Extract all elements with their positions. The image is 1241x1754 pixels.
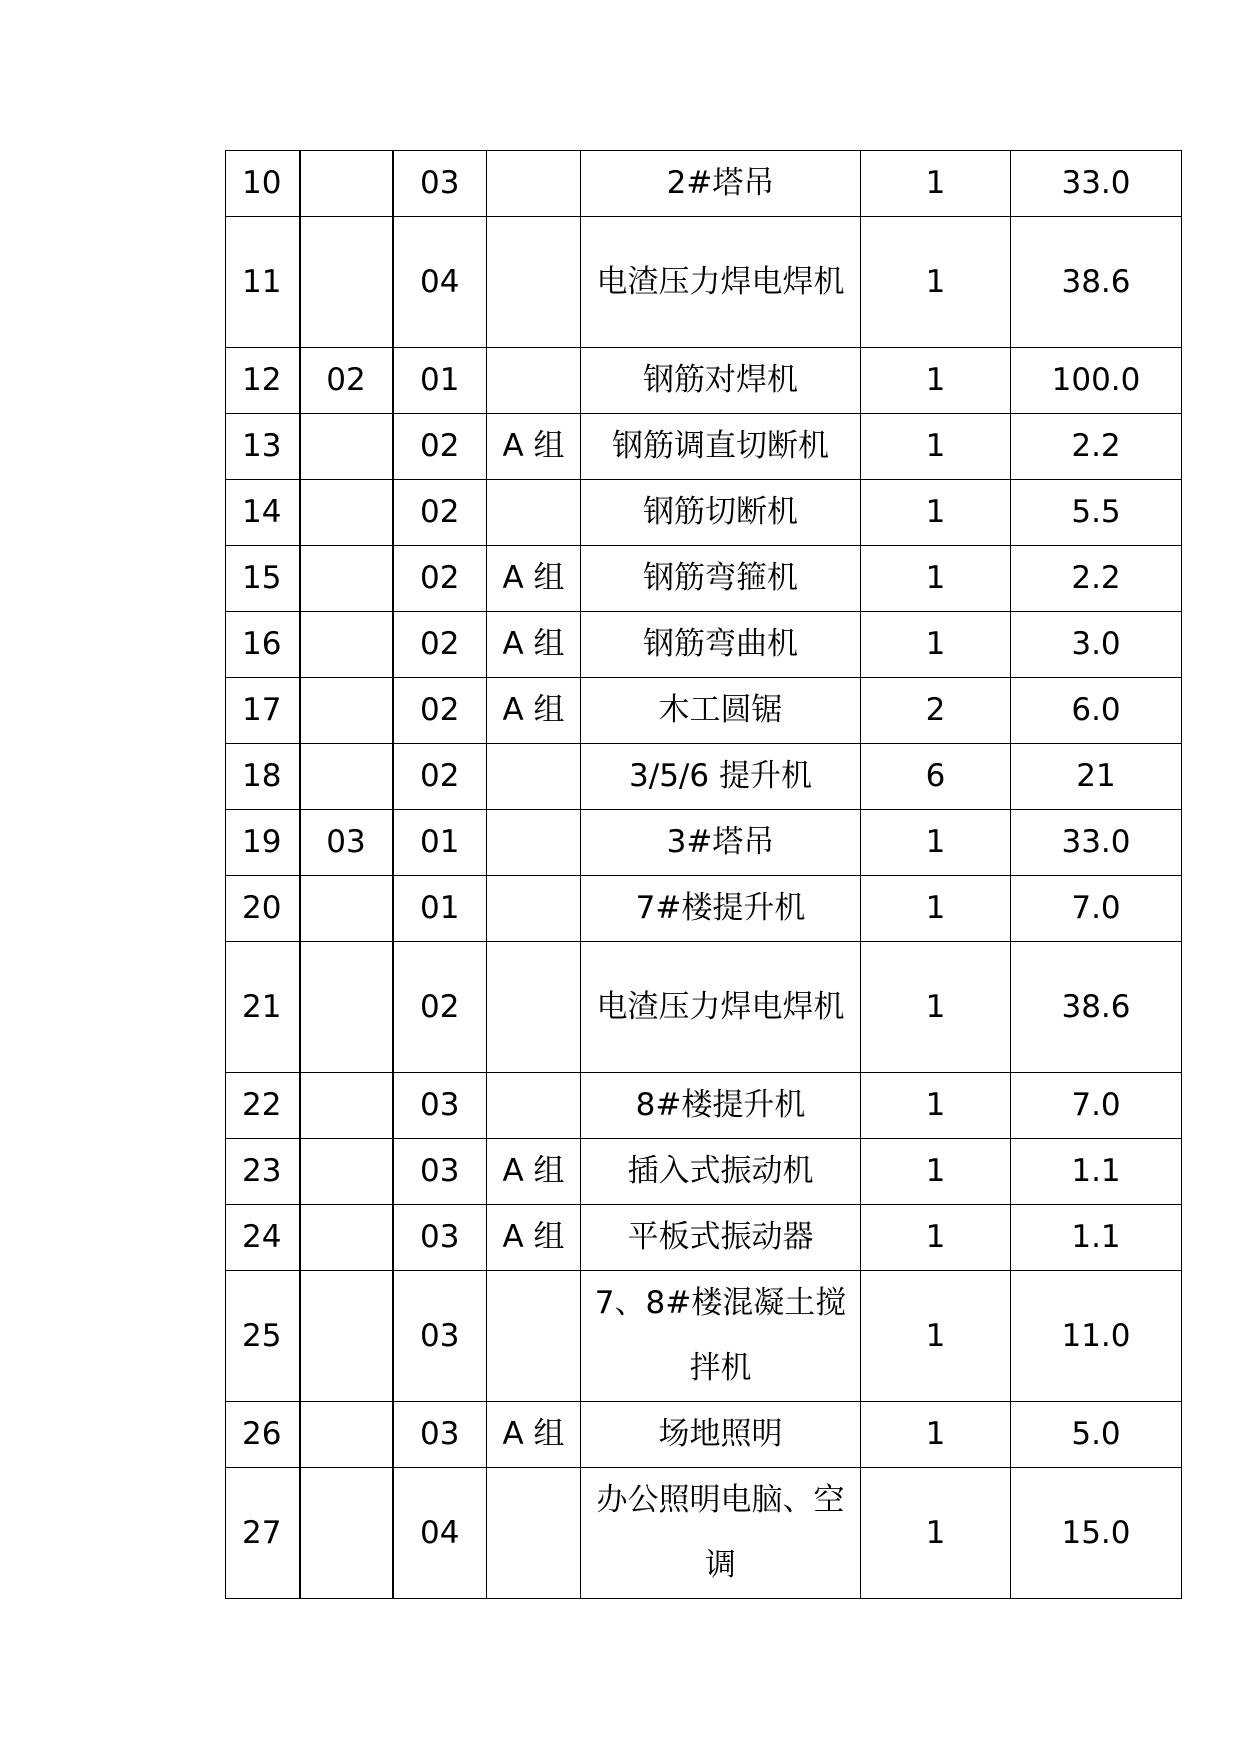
power-cell: 38.6 [1011,942,1182,1073]
circuit-cell [300,217,393,348]
table-row [226,348,1182,414]
row-number: 20 [226,876,300,942]
quantity-cell: 1 [861,612,1011,678]
table-row [226,1139,1182,1205]
group-cell: A 组 [487,1402,581,1468]
quantity-cell: 1 [861,1139,1011,1205]
equipment-name-cell [581,1205,861,1271]
group-cell: A 组 [487,414,581,480]
row-number: 11 [226,217,300,348]
equipment-name-cell [581,1073,861,1139]
quantity-cell: 2 [861,678,1011,744]
quantity-cell: 1 [861,480,1011,546]
table-row [226,414,1182,480]
circuit-cell [300,151,393,217]
group-cell: A 组 [487,1205,581,1271]
row-number: 24 [226,1205,300,1271]
group-cell [487,810,581,876]
table-row [226,1073,1182,1139]
equipment-name: 钢筋弯曲机 [643,626,798,662]
table-row [226,480,1182,546]
equipment-name: 木工圆锯 [658,692,783,728]
branch-cell: 02 [393,612,487,678]
branch-cell: 03 [393,1402,487,1468]
equipment-name-cell [581,1139,861,1205]
equipment-name-cell [581,744,861,810]
table-row [226,1402,1182,1468]
table-row [226,744,1182,810]
group-cell [487,1271,581,1402]
power-cell: 11.0 [1011,1271,1182,1402]
branch-cell: 02 [393,546,487,612]
branch-cell: 02 [393,414,487,480]
table-row [226,876,1182,942]
equipment-name: 钢筋切断机 [643,494,798,530]
equipment-name-cell [581,942,861,1073]
quantity-cell: 1 [861,414,1011,480]
quantity-cell: 1 [861,217,1011,348]
equipment-name-cell [581,876,861,942]
row-number: 12 [226,348,300,414]
power-cell: 3.0 [1011,612,1182,678]
power-cell: 7.0 [1011,1073,1182,1139]
equipment-name: 钢筋弯箍机 [643,560,798,596]
circuit-cell [300,546,393,612]
row-number: 16 [226,612,300,678]
power-cell: 1.1 [1011,1205,1182,1271]
branch-cell: 02 [393,744,487,810]
power-cell: 6.0 [1011,678,1182,744]
group-cell: A 组 [487,678,581,744]
quantity-cell: 1 [861,1468,1011,1599]
group-cell [487,942,581,1073]
group-cell: A 组 [487,1139,581,1205]
table-row [226,678,1182,744]
table-body [226,151,1182,1599]
branch-cell: 02 [393,480,487,546]
equipment-name-cell [581,217,861,348]
power-cell: 2.2 [1011,546,1182,612]
equipment-name-cell [581,414,861,480]
branch-cell: 03 [393,1073,487,1139]
power-cell: 2.2 [1011,414,1182,480]
equipment-name: 场地照明 [658,1416,783,1452]
group-cell [487,348,581,414]
row-number: 18 [226,744,300,810]
equipment-name-cell [581,1468,861,1599]
branch-cell: 04 [393,217,487,348]
branch-cell: 03 [393,1205,487,1271]
group-cell [487,151,581,217]
equipment-name: 电渣压力焊电焊机 [596,263,845,300]
circuit-cell [300,480,393,546]
group-cell: A 组 [487,546,581,612]
circuit-cell [300,1139,393,1205]
row-number: 13 [226,414,300,480]
equipment-name-cell [581,348,861,414]
power-cell: 21 [1011,744,1182,810]
equipment-name: 平板式振动器 [627,1219,814,1255]
circuit-cell [300,414,393,480]
group-cell [487,217,581,348]
equipment-name: 3/5/6 提升机 [629,758,812,794]
row-number: 21 [226,942,300,1073]
equipment-name-cell [581,546,861,612]
equipment-name: 钢筋对焊机 [643,362,798,398]
equipment-name: 3#塔吊 [666,824,775,860]
table-row [226,1271,1182,1402]
power-cell: 100.0 [1011,348,1182,414]
equipment-name-cell [581,810,861,876]
group-cell [487,876,581,942]
quantity-cell: 1 [861,942,1011,1073]
quantity-cell: 1 [861,151,1011,217]
branch-cell: 01 [393,810,487,876]
circuit-cell [300,876,393,942]
equipment-name-cell [581,151,861,217]
quantity-cell: 1 [861,348,1011,414]
table-row [226,546,1182,612]
table-row [226,217,1182,348]
circuit-cell [300,1205,393,1271]
branch-cell: 03 [393,1271,487,1402]
branch-cell: 01 [393,348,487,414]
table-row [226,942,1182,1073]
equipment-name-cell [581,678,861,744]
row-number: 26 [226,1402,300,1468]
quantity-cell: 1 [861,1271,1011,1402]
branch-cell: 04 [393,1468,487,1599]
branch-cell: 01 [393,876,487,942]
equipment-name: 2#塔吊 [666,165,775,201]
row-number: 14 [226,480,300,546]
power-cell: 5.5 [1011,480,1182,546]
row-number: 15 [226,546,300,612]
equipment-name: 电渣压力焊电焊机 [596,988,845,1025]
row-number: 19 [226,810,300,876]
group-cell [487,480,581,546]
table-row [226,151,1182,217]
row-number: 27 [226,1468,300,1599]
circuit-cell [300,1468,393,1599]
quantity-cell: 1 [861,876,1011,942]
group-cell [487,744,581,810]
equipment-name: 7、8#楼混凝土搅拌机 [594,1285,847,1386]
equipment-name: 办公照明电脑、空调 [596,1482,845,1583]
branch-cell: 02 [393,942,487,1073]
power-cell: 7.0 [1011,876,1182,942]
circuit-cell [300,744,393,810]
circuit-cell: 02 [300,348,393,414]
equipment-name: 插入式振动机 [627,1153,814,1189]
equipment-name: 8#楼提升机 [635,1087,806,1123]
quantity-cell: 1 [861,810,1011,876]
group-cell [487,1073,581,1139]
equipment-name-cell [581,612,861,678]
row-number: 17 [226,678,300,744]
equipment-name-cell [581,1402,861,1468]
branch-cell: 03 [393,151,487,217]
row-number: 10 [226,151,300,217]
equipment-name-cell [581,480,861,546]
circuit-cell [300,1271,393,1402]
table-row [226,1468,1182,1599]
row-number: 25 [226,1271,300,1402]
circuit-cell [300,678,393,744]
power-cell: 33.0 [1011,151,1182,217]
circuit-cell: 03 [300,810,393,876]
equipment-name: 7#楼提升机 [635,890,806,926]
power-cell: 1.1 [1011,1139,1182,1205]
quantity-cell: 1 [861,1073,1011,1139]
circuit-cell [300,942,393,1073]
power-cell: 5.0 [1011,1402,1182,1468]
table-row [226,1205,1182,1271]
quantity-cell: 1 [861,1205,1011,1271]
table-row [226,810,1182,876]
power-cell: 15.0 [1011,1468,1182,1599]
equipment-name: 钢筋调直切断机 [612,428,829,464]
table-row [226,612,1182,678]
quantity-cell: 6 [861,744,1011,810]
equipment-table [225,150,1182,1599]
quantity-cell: 1 [861,546,1011,612]
row-number: 22 [226,1073,300,1139]
equipment-name-cell [581,1271,861,1402]
branch-cell: 03 [393,1139,487,1205]
branch-cell: 02 [393,678,487,744]
circuit-cell [300,612,393,678]
row-number: 23 [226,1139,300,1205]
circuit-cell [300,1402,393,1468]
quantity-cell: 1 [861,1402,1011,1468]
group-cell: A 组 [487,612,581,678]
circuit-cell [300,1073,393,1139]
power-cell: 38.6 [1011,217,1182,348]
group-cell [487,1468,581,1599]
power-cell: 33.0 [1011,810,1182,876]
